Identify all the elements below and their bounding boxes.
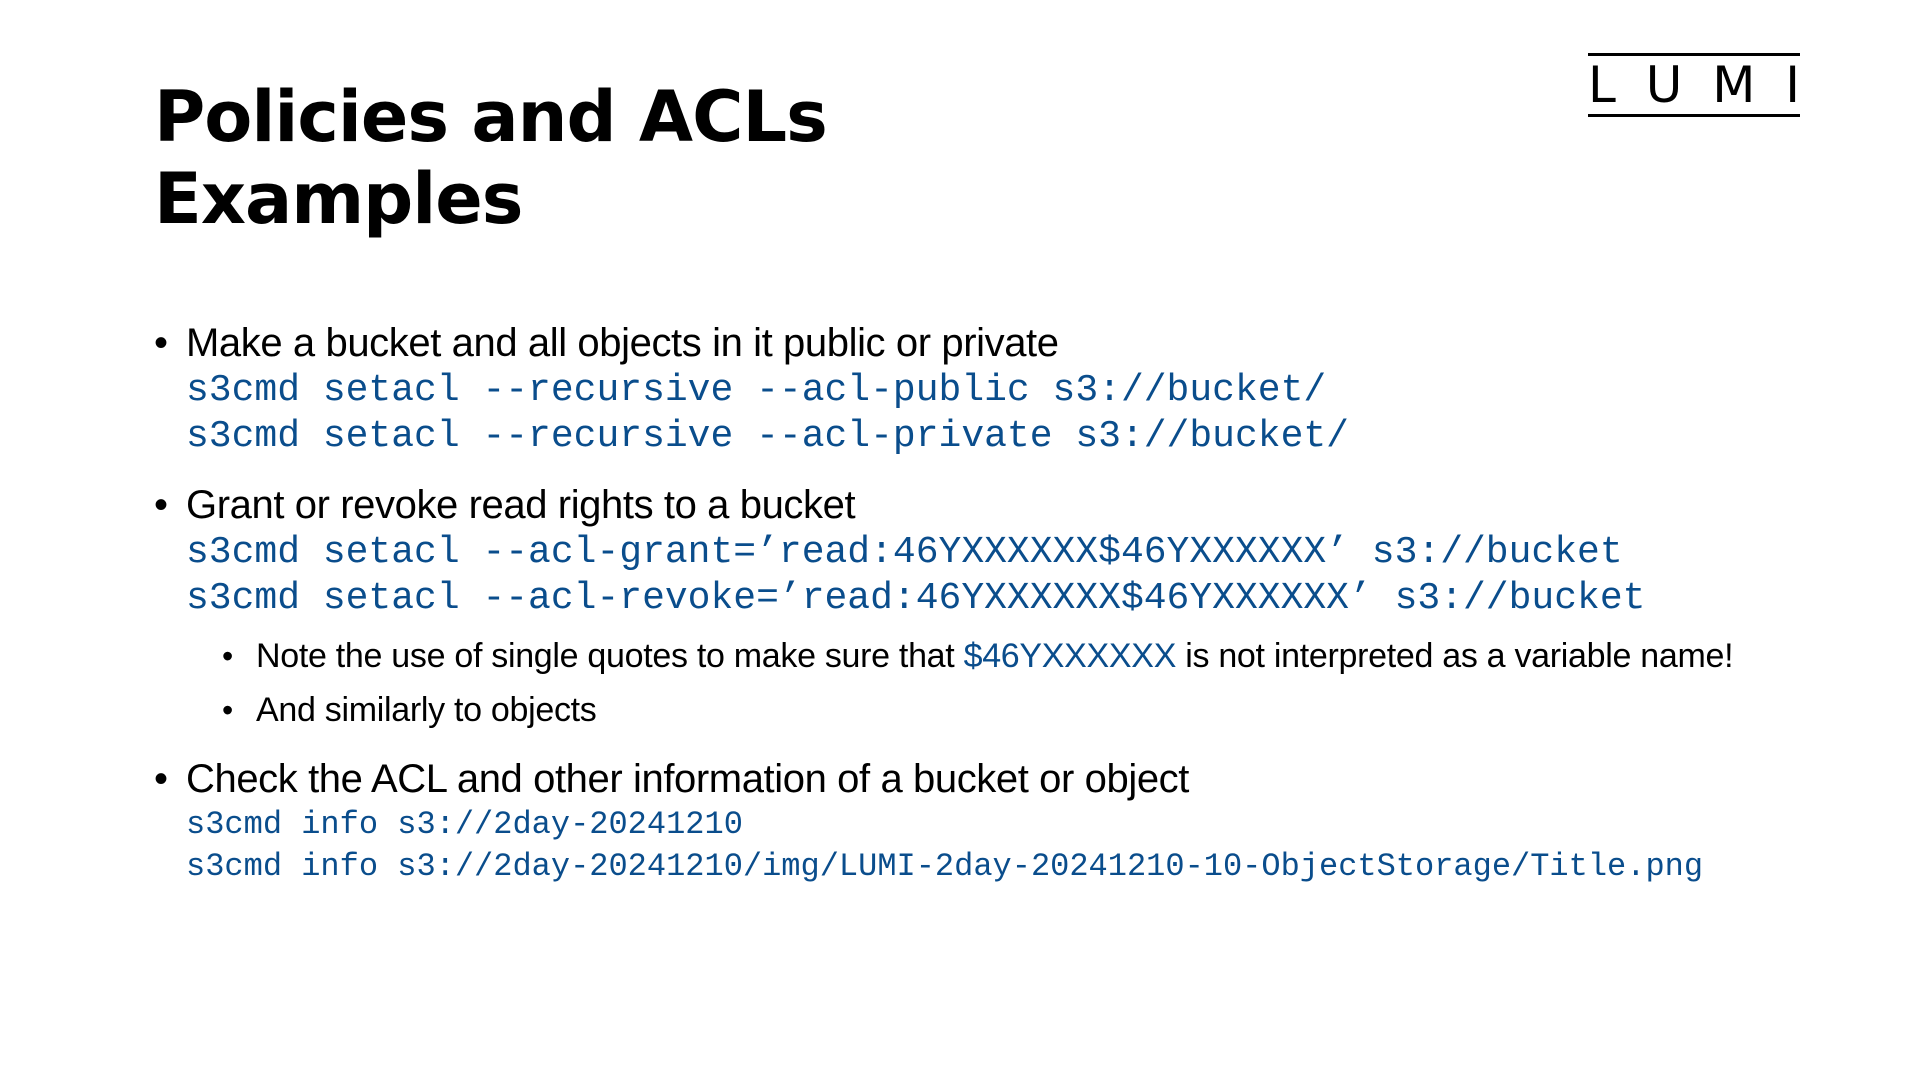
slide-title-line-1: Policies and ACLs bbox=[154, 76, 827, 158]
code-line: s3cmd info s3://2day-20241210/img/LUMI-2day-20241210-10-ObjectStorage/Title.png bbox=[186, 848, 1704, 885]
code-line: s3cmd info s3://2day-20241210 bbox=[186, 806, 743, 843]
code-line: s3cmd setacl --acl-grant=’read:46YXXXXXX$46YXXXXXX’ s3://bucket bbox=[186, 531, 1623, 574]
bullet-dot: • bbox=[154, 321, 169, 365]
logo-letter-m: M bbox=[1712, 56, 1756, 114]
bullet-grant-revoke bbox=[154, 480, 1854, 732]
logo-letter-u: U bbox=[1645, 56, 1683, 114]
bullet-check-acl bbox=[154, 754, 1854, 888]
bullet-public-private bbox=[154, 318, 1854, 460]
code-line: s3cmd setacl --recursive --acl-public s3://bucket/ bbox=[186, 369, 1327, 412]
bullet-text: Grant or revoke read rights to a bucket bbox=[186, 483, 856, 527]
sub-bullet-single-quotes bbox=[222, 634, 1816, 678]
sub-bullet-objects bbox=[222, 688, 1816, 732]
code-line: s3cmd setacl --acl-revoke=’read:46YXXXXXX$46YXXXXXX’ s3://bucket bbox=[186, 577, 1646, 620]
sub-bullet-dot: • bbox=[222, 638, 234, 674]
bullet-dot: • bbox=[154, 483, 169, 527]
slide-body bbox=[154, 318, 1854, 888]
inline-code-variable: $46YXXXXXX bbox=[963, 637, 1177, 675]
logo-bottom-rule bbox=[1588, 114, 1800, 117]
logo-top-rule bbox=[1588, 53, 1800, 56]
bullet-dot: • bbox=[154, 757, 169, 801]
lumi-logo bbox=[1588, 53, 1800, 117]
bullet-text: Check the ACL and other information of a bucket or object bbox=[186, 757, 1189, 801]
slide-title bbox=[154, 76, 827, 240]
sub-bullet-dot: • bbox=[222, 692, 234, 728]
logo-letter-i: I bbox=[1785, 56, 1800, 114]
sub-bullet-text bbox=[256, 634, 1816, 678]
code-line: s3cmd setacl --recursive --acl-private s3://bucket/ bbox=[186, 415, 1349, 458]
sub-bullet-text: And similarly to objects bbox=[256, 691, 597, 729]
bullet-text: Make a bucket and all objects in it public or private bbox=[186, 321, 1059, 365]
slide-title-line-2: Examples bbox=[154, 158, 523, 240]
logo-letter-l: L bbox=[1588, 56, 1616, 114]
sub-bullet-text-before: Note the use of single quotes to make sure that bbox=[256, 637, 964, 675]
logo-letters bbox=[1588, 56, 1800, 114]
sub-bullet-text-after: is not interpreted as a variable name! bbox=[1176, 637, 1734, 675]
